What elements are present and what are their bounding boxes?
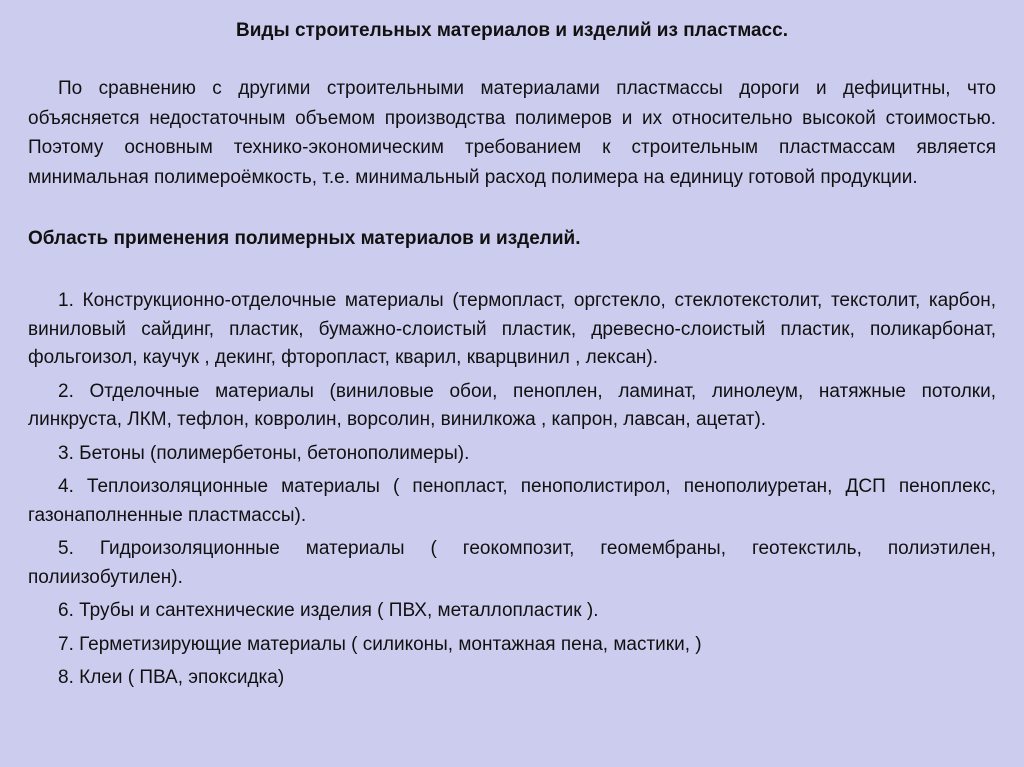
list-item: 8. Клеи ( ПВА, эпоксидка) xyxy=(58,667,285,688)
slide-title: Виды строительных материалов и изделий из пластмасс. xyxy=(236,20,788,41)
list-item: 6. Трубы и сантехнические изделия ( ПВХ, металлопластик ). xyxy=(58,600,599,621)
list-item: 1. Конструкционно-отделочные материалы (термопласт, оргстекло, стеклотекстолит, текстолит, карбон, виниловый сайдинг, пластик, бумажно-слоистый пластик, древесно-слоистый пластик, поликарбонат, фольгоизол, каучук , декинг, фторопласт, кварил, кварцвинил , лексан). xyxy=(28,290,996,368)
intro-paragraph: По сравнению с другими строительными материалами пластмассы дороги и дефицитны, что объясняется недостаточным объемом производства полимеров и их относительно высокой стоимостью. Поэтому основным технико-экономическим требованием к строительным пластмассам является минимальная полимероёмкость, т.е. минимальный расход полимера на единицу готовой продукции. xyxy=(28,78,996,188)
application-list xyxy=(28,287,996,693)
list-item: 2. Отделочные материалы (виниловые обои, пеноплен, ламинат, линолеум, натяжные потолки, линкруста, ЛКМ, тефлон, ковролин, ворсолин, винилкожа , капрон, лавсан, ацетат). xyxy=(28,380,996,430)
section-heading: Область применения полимерных материалов и изделий. xyxy=(28,228,581,249)
list-item: 7. Герметизирующие материалы ( силиконы, монтажная пена, мастики, ) xyxy=(58,633,702,655)
list-item: 3. Бетоны (полимербетоны, бетонополимеры). xyxy=(58,442,470,464)
list-item: 5. Гидроизоляционные материалы ( геокомпозит, геомембраны, геотекстиль, полиэтилен, полиизобутилен). xyxy=(28,538,996,588)
list-item: 4. Теплоизоляционные материалы ( пенопласт, пенополистирол, пенополиуретан, ДСП пеноплекс, газонаполненные пластмассы). xyxy=(28,476,996,526)
